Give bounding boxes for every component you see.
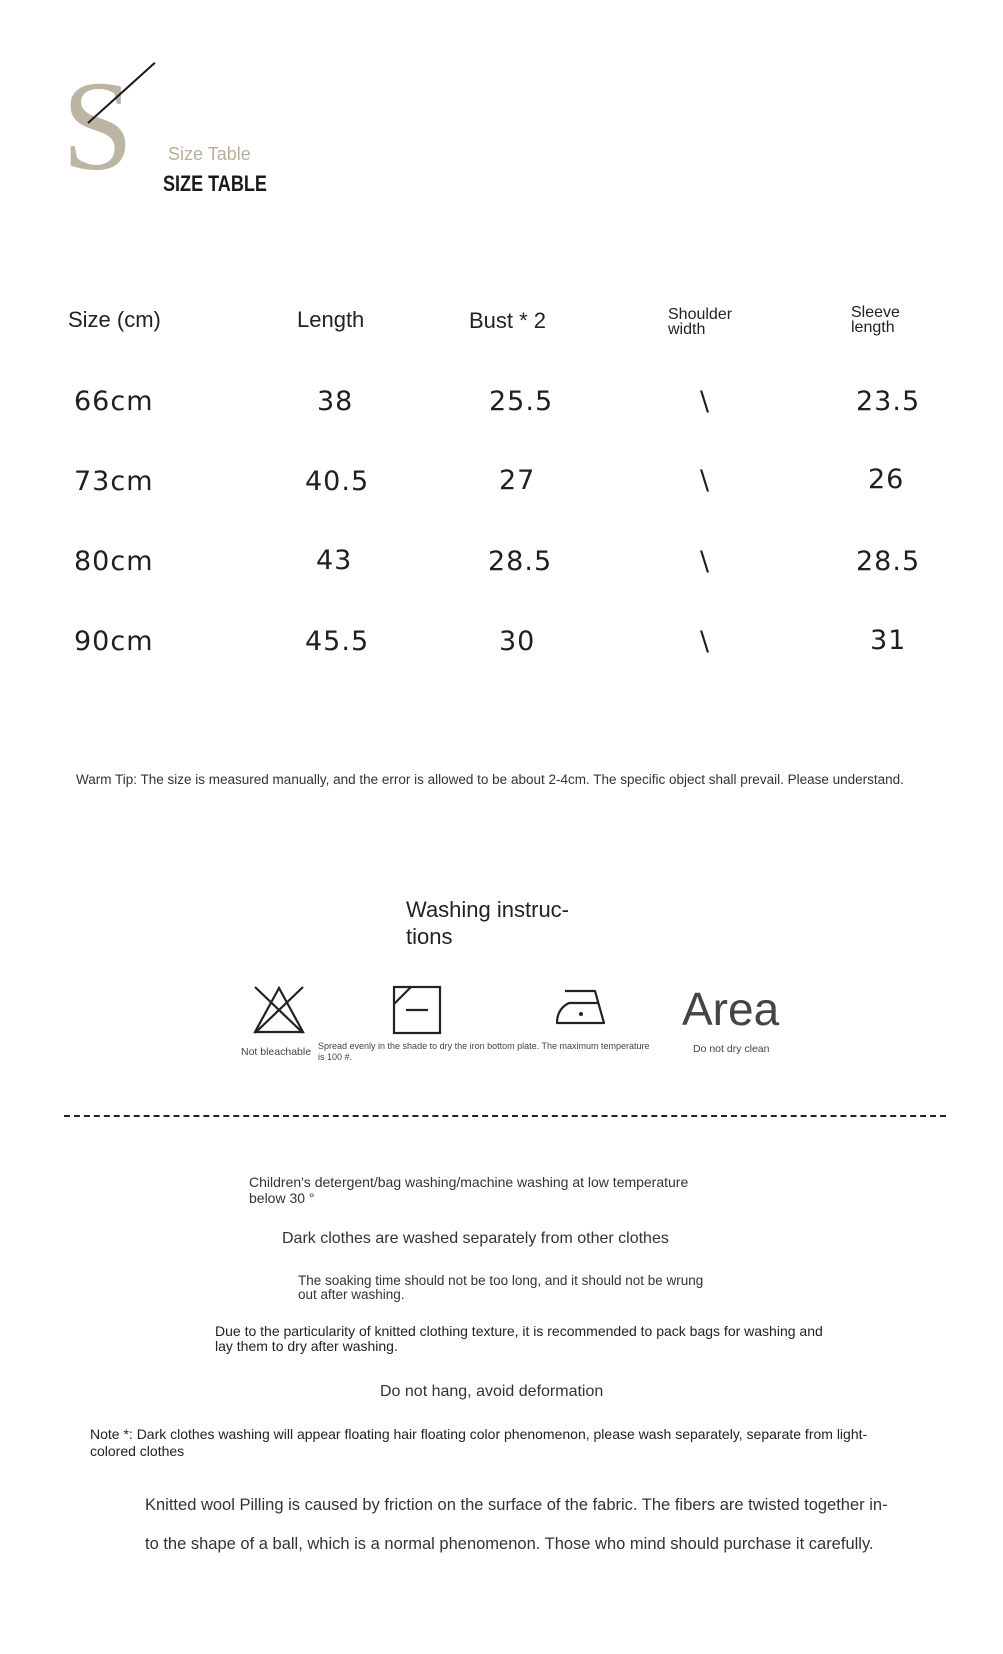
cell-sleeve: 23.5 [856, 386, 921, 417]
cell-length: 45.5 [305, 626, 370, 657]
header-bust: Bust * 2 [469, 308, 547, 333]
not-bleachable-label: Not bleachable [241, 1046, 312, 1058]
note-soaking-line1: The soaking time should not be too long, and it should not be wrung [298, 1273, 704, 1288]
header-sleeve-length [851, 305, 900, 335]
note-pilling-line1: Knitted wool Pilling is caused by friction on the surface of the fabric. The fibers are twisted together in- [145, 1496, 888, 1514]
size-table-title: SIZE TABLE [163, 171, 267, 196]
shade-dry-label [318, 1041, 678, 1063]
shade-dry-label-line2: is 100 #. [318, 1052, 353, 1062]
note-do-not-hang: Do not hang, avoid deformation [380, 1383, 604, 1400]
note-star-line2: colored clothes [90, 1443, 185, 1459]
dry-clean-label: Do not dry clean [693, 1043, 770, 1055]
note-soaking [298, 1274, 703, 1302]
no-bleach-icon [252, 985, 306, 1035]
header-shoulder-line1: Shoulder [668, 306, 733, 323]
area-icon: Area [682, 983, 780, 1035]
cell-size: 66cm [74, 386, 154, 417]
cell-bust: 25.5 [489, 386, 554, 417]
cell-size: 73cm [74, 466, 154, 497]
cell-length: 43 [316, 545, 353, 576]
cell-sleeve: 31 [870, 625, 907, 656]
cell-length: 40.5 [305, 466, 370, 497]
note-star-line1: Note *: Dark clothes washing will appear floating hair floating color phenomenon, please wash separately, separate from light- [90, 1426, 868, 1442]
cell-shoulder: \ [700, 386, 711, 417]
note-pilling-line2: to the shape of a ball, which is a normal phenomenon. Those who mind should purchase it carefully. [145, 1535, 874, 1553]
note-detergent-line2: below 30 ° [249, 1190, 315, 1206]
warm-tip: Warm Tip: The size is measured manually, and the error is allowed to be about 2-4cm. The specific object shall prevail. Please understand. [76, 772, 904, 787]
cell-shoulder: \ [700, 546, 711, 577]
logo-letter: S [62, 55, 134, 197]
header-size: Size (cm) [68, 307, 161, 332]
header-sleeve-line2: length [851, 319, 895, 336]
washing-title-line1: Washing instruc- [406, 897, 570, 922]
cell-length: 38 [317, 386, 354, 417]
note-knitted-line1: Due to the particularity of knitted clothing texture, it is recommended to pack bags for washing and [215, 1323, 823, 1339]
cell-shoulder: \ [700, 626, 711, 657]
cell-shoulder: \ [700, 465, 711, 496]
header-sleeve-line1: Sleeve [851, 304, 900, 321]
size-table-subtitle: Size Table [168, 144, 251, 164]
note-detergent [249, 1174, 688, 1206]
note-dark-separate: Dark clothes are washed separately from other clothes [282, 1230, 669, 1247]
header-shoulder-line2: width [668, 321, 706, 338]
cell-size: 90cm [74, 626, 154, 657]
cell-bust: 28.5 [488, 546, 553, 577]
cell-bust: 30 [499, 626, 536, 657]
note-detergent-line1: Children's detergent/bag washing/machine washing at low temperature [249, 1174, 689, 1190]
note-soaking-line2: out after washing. [298, 1287, 405, 1302]
note-star [90, 1426, 867, 1460]
header-shoulder-width [668, 307, 732, 337]
cell-bust: 27 [499, 465, 536, 496]
note-pilling [145, 1486, 888, 1564]
cell-sleeve: 26 [868, 464, 905, 495]
cell-size: 80cm [74, 546, 154, 577]
washing-title [406, 896, 606, 950]
note-knitted [215, 1324, 823, 1354]
shade-dry-label-line1: Spread evenly in the shade to dry the iron bottom plate. The maximum temperature [318, 1041, 650, 1051]
header-length: Length [297, 307, 365, 332]
cell-sleeve: 28.5 [856, 546, 921, 577]
dry-in-shade-icon [392, 985, 442, 1035]
note-knitted-line2: lay them to dry after washing. [215, 1338, 398, 1354]
washing-title-line2: tions [406, 924, 453, 949]
dashed-divider [64, 1115, 946, 1117]
iron-icon [555, 987, 607, 1027]
